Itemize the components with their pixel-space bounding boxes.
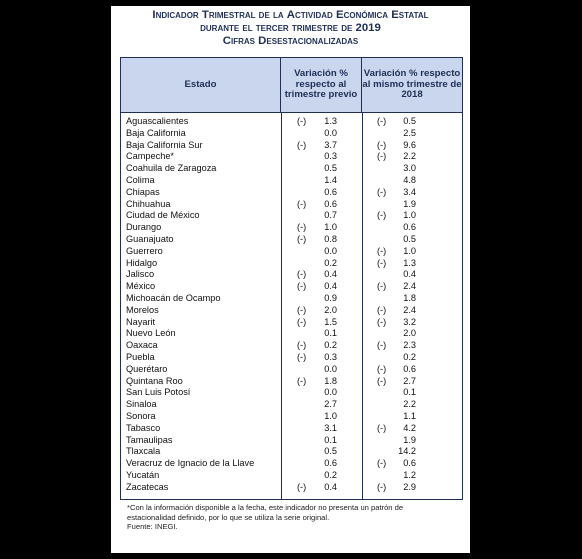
value-year: 2.3 xyxy=(403,340,416,351)
value-year: 1.2 xyxy=(403,469,416,480)
value-year: 4.8 xyxy=(403,174,416,185)
value-year: 0.5 xyxy=(403,116,416,126)
sign-prev: (-) xyxy=(297,222,307,233)
value-prev: 2.0 xyxy=(324,304,337,315)
table-row xyxy=(121,435,462,447)
footnotes xyxy=(127,503,462,532)
table-row xyxy=(121,222,462,234)
state-name: Chiapas xyxy=(126,186,160,197)
value-prev: 0.3 xyxy=(324,351,337,362)
state-name: Morelos xyxy=(126,304,159,315)
table-row xyxy=(121,411,462,423)
header-var-prev: Variación % respecto al trimestre previo xyxy=(281,58,362,112)
sign-year: (-) xyxy=(377,116,387,126)
table-row xyxy=(121,423,462,435)
sign-year: (-) xyxy=(377,210,387,221)
state-name: Zacatecas xyxy=(126,481,169,492)
sign-prev: (-) xyxy=(297,233,307,244)
header-estado: Estado xyxy=(121,58,281,112)
state-name: Baja California Sur xyxy=(126,139,203,150)
value-prev: 0.2 xyxy=(324,340,337,351)
value-prev: 1.0 xyxy=(324,410,337,421)
value-prev: 1.5 xyxy=(324,316,337,327)
state-name: Veracruz de Ignacio de la Llave xyxy=(126,458,255,469)
sign-prev: (-) xyxy=(297,139,307,150)
value-year: 0.6 xyxy=(403,458,416,469)
value-year: 3.4 xyxy=(403,186,416,197)
value-year: 0.2 xyxy=(403,351,416,362)
table-row xyxy=(121,140,462,152)
sign-year: (-) xyxy=(377,316,387,327)
value-year: 0.1 xyxy=(403,387,416,398)
value-prev: 0.0 xyxy=(324,127,337,138)
sign-year: (-) xyxy=(377,245,387,256)
state-name: Sinaloa xyxy=(126,399,157,410)
value-year: 1.0 xyxy=(403,245,416,256)
table-row xyxy=(121,199,462,211)
sign-year: (-) xyxy=(377,422,387,433)
state-name: Tamaulipas xyxy=(126,434,173,445)
value-prev: 1.0 xyxy=(324,222,337,233)
table-row xyxy=(121,187,462,199)
table-row xyxy=(121,151,462,163)
table-row xyxy=(121,293,462,305)
state-name: Tabasco xyxy=(126,422,161,433)
value-prev: 0.8 xyxy=(324,233,337,244)
state-name: Puebla xyxy=(126,351,155,362)
state-name: Oaxaca xyxy=(126,340,158,351)
state-name: Chihuahua xyxy=(126,198,171,209)
state-name: Durango xyxy=(126,222,162,233)
value-prev: 1.4 xyxy=(324,174,337,185)
value-prev: 0.4 xyxy=(324,269,337,280)
value-prev: 0.9 xyxy=(324,292,337,303)
sign-year: (-) xyxy=(377,257,387,268)
table-row xyxy=(121,446,462,458)
source-line: Fuente: INEGI. xyxy=(127,522,178,532)
state-name: Hidalgo xyxy=(126,257,158,268)
value-year: 14.2 xyxy=(398,446,416,457)
sign-year: (-) xyxy=(377,363,387,374)
table-row xyxy=(121,128,462,140)
value-prev: 2.7 xyxy=(324,399,337,410)
table-header xyxy=(121,58,462,113)
table-row xyxy=(121,116,462,128)
table-row xyxy=(121,482,462,494)
sign-prev: (-) xyxy=(297,269,307,280)
table-row xyxy=(121,458,462,470)
value-year: 4.2 xyxy=(403,422,416,433)
state-name: Coahuila de Zaragoza xyxy=(126,163,217,174)
state-name: Quintana Roo xyxy=(126,375,183,386)
sign-prev: (-) xyxy=(297,351,307,362)
value-prev: 0.1 xyxy=(324,328,337,339)
table-row xyxy=(121,163,462,175)
value-prev: 0.5 xyxy=(324,163,337,174)
value-prev: 0.0 xyxy=(324,363,337,374)
value-prev: 0.4 xyxy=(324,481,337,492)
table-row xyxy=(121,387,462,399)
sign-prev: (-) xyxy=(297,316,307,327)
value-year: 2.4 xyxy=(403,304,416,315)
state-name: Querétaro xyxy=(126,363,168,374)
table-row xyxy=(121,340,462,352)
state-name: Nuevo León xyxy=(126,328,176,339)
table-row xyxy=(121,269,462,281)
state-name: Aguascalientes xyxy=(126,116,189,126)
table-row xyxy=(121,305,462,317)
state-name: Ciudad de México xyxy=(126,210,200,221)
footnote-line: *Con la información disponible a la fecha, este indicador no presenta un patrón de xyxy=(127,503,404,512)
value-prev: 0.1 xyxy=(324,434,337,445)
value-year: 1.3 xyxy=(403,257,416,268)
value-year: 2.5 xyxy=(403,127,416,138)
value-year: 2.2 xyxy=(403,399,416,410)
sign-prev: (-) xyxy=(297,198,307,209)
table-row xyxy=(121,317,462,329)
value-year: 2.2 xyxy=(403,151,416,162)
sign-year: (-) xyxy=(377,481,387,492)
state-name: Baja California xyxy=(126,127,186,138)
state-name: Tlaxcala xyxy=(126,446,161,457)
value-year: 2.0 xyxy=(403,328,416,339)
sign-prev: (-) xyxy=(297,304,307,315)
document-sheet xyxy=(111,6,470,553)
sign-year: (-) xyxy=(377,304,387,315)
state-name: Jalisco xyxy=(126,269,155,280)
value-year: 0.6 xyxy=(403,222,416,233)
table-row xyxy=(121,376,462,388)
value-prev: 1.3 xyxy=(324,116,337,126)
value-prev: 1.8 xyxy=(324,375,337,386)
footnote-line: estacionalidad definido, por lo que se utiliza la serie original. xyxy=(127,512,330,522)
value-prev: 0.6 xyxy=(324,198,337,209)
table-row xyxy=(121,281,462,293)
table-row xyxy=(121,175,462,187)
value-year: 1.9 xyxy=(403,434,416,445)
sign-year: (-) xyxy=(377,151,387,162)
value-prev: 0.4 xyxy=(324,281,337,292)
state-name: Sonora xyxy=(126,410,156,421)
value-prev: 3.7 xyxy=(324,139,337,150)
value-prev: 0.6 xyxy=(324,458,337,469)
state-name: San Luis Potosí xyxy=(126,387,191,398)
value-prev: 0.0 xyxy=(324,387,337,398)
value-prev: 0.2 xyxy=(324,257,337,268)
value-year: 9.6 xyxy=(403,139,416,150)
state-name: México xyxy=(126,281,156,292)
table-row xyxy=(121,328,462,340)
header-var-year: Variación % respecto al mismo trimestre de 2018 xyxy=(362,68,462,101)
table-row xyxy=(121,246,462,258)
value-year: 2.9 xyxy=(403,481,416,492)
state-name: Guanajuato xyxy=(126,233,174,244)
table-row xyxy=(121,399,462,411)
sign-year: (-) xyxy=(377,340,387,351)
table-row xyxy=(121,470,462,482)
value-year: 2.7 xyxy=(403,375,416,386)
title-line-2: durante el tercer trimestre de 2019 xyxy=(200,22,381,34)
value-year: 1.1 xyxy=(403,410,416,421)
value-prev: 0.2 xyxy=(324,469,337,480)
state-name: Yucatán xyxy=(126,469,160,480)
value-year: 0.5 xyxy=(403,233,416,244)
sign-prev: (-) xyxy=(297,340,307,351)
value-prev: 3.1 xyxy=(324,422,337,433)
sign-year: (-) xyxy=(377,375,387,386)
value-prev: 0.6 xyxy=(324,186,337,197)
table-body xyxy=(121,116,462,494)
table-row xyxy=(121,210,462,222)
value-year: 1.8 xyxy=(403,292,416,303)
value-year: 3.0 xyxy=(403,163,416,174)
sign-prev: (-) xyxy=(297,481,307,492)
value-year: 1.9 xyxy=(403,198,416,209)
table-row xyxy=(121,258,462,270)
sign-year: (-) xyxy=(377,281,387,292)
state-name: Nayarit xyxy=(126,316,156,327)
title-line-3: Cifras Desestacionalizadas xyxy=(222,35,359,47)
table-row xyxy=(121,234,462,246)
table-row xyxy=(121,364,462,376)
value-prev: 0.3 xyxy=(324,151,337,162)
value-year: 0.6 xyxy=(403,363,416,374)
state-name: Campeche* xyxy=(126,151,175,162)
state-name: Guerrero xyxy=(126,245,163,256)
state-name: Colima xyxy=(126,174,155,185)
value-prev: 0.5 xyxy=(324,446,337,457)
value-year: 0.4 xyxy=(403,269,416,280)
sign-prev: (-) xyxy=(297,281,307,292)
value-prev: 0.7 xyxy=(324,210,337,221)
sign-year: (-) xyxy=(377,139,387,150)
sign-year: (-) xyxy=(377,186,387,197)
table-row xyxy=(121,352,462,364)
state-name: Michoacán de Ocampo xyxy=(126,292,221,303)
value-year: 3.2 xyxy=(403,316,416,327)
value-year: 1.0 xyxy=(403,210,416,221)
sign-prev: (-) xyxy=(297,375,307,386)
sign-prev: (-) xyxy=(297,116,307,126)
title-line-1: Indicador Trimestral de la Actividad Económica Estatal xyxy=(152,9,429,21)
data-table xyxy=(120,57,463,500)
value-year: 2.4 xyxy=(403,281,416,292)
sign-year: (-) xyxy=(377,458,387,469)
value-prev: 0.0 xyxy=(324,245,337,256)
